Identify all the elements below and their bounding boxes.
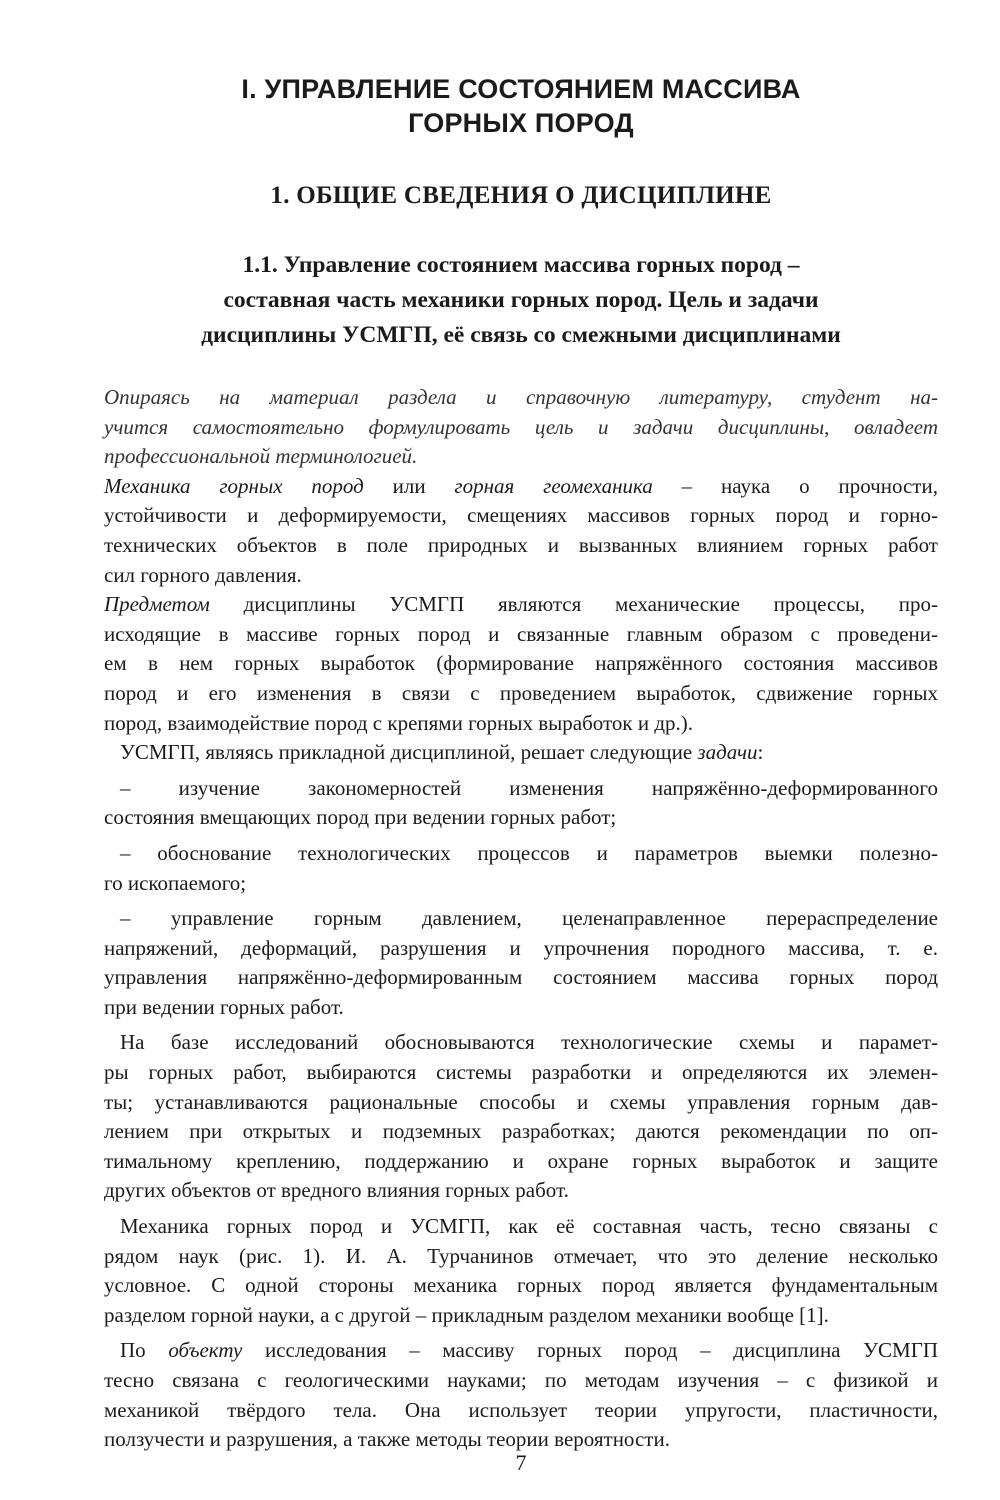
- paragraph-tasks-intro: [104, 738, 938, 768]
- text-rest: дисциплины УСМГП являются механические процессы, про-: [209, 592, 938, 617]
- paragraph-line: пород, взаимодействие пород с крепями горных выработок и др.).: [104, 710, 694, 735]
- list-item-2: [104, 839, 938, 898]
- paragraph-line: технических объектов в поле природных и вызванных влиянием горных работ: [104, 532, 938, 557]
- part-title-line-2: ГОРНЫХ ПОРОД: [408, 108, 634, 138]
- list-item-1: [104, 774, 938, 833]
- paragraph-line: [104, 472, 938, 502]
- paragraph-line: условное. С одной стороны механика горных пород является фундаментальным: [104, 1273, 938, 1298]
- intro-line-1: Опираясь на материал раздела и справочную литературу, студент на-: [104, 385, 938, 409]
- paragraph-line: механикой твёрдого тела. Она использует теории упругости, пластичности,: [104, 1397, 938, 1422]
- text-rest: исследования – массиву горных пород – дисциплина УСМГП: [242, 1338, 938, 1363]
- paragraph-line: [104, 590, 938, 620]
- text: УСМГП, являясь прикладной дисциплиной, решает следующие: [120, 740, 698, 765]
- paragraph-line: [104, 1336, 938, 1366]
- section-title-line-1: 1.1. Управление состоянием массива горных пород –: [242, 252, 800, 278]
- paragraph-line: разделом горной науки, а с другой – прикладным разделом механики вообще [1].: [104, 1302, 829, 1327]
- paragraph-line: ползучести и разрушения, а также методы теории вероятности.: [104, 1427, 670, 1452]
- section-title-line-3: дисциплины УСМГП, её связь со смежными дисциплинами: [201, 322, 841, 348]
- term-tasks: задачи: [697, 740, 758, 765]
- paragraph-line: ры горных работ, выбираются системы разработки и определяются их элемен-: [104, 1060, 938, 1085]
- paragraph-line: На базе исследований обосновываются технологические схемы и парамет-: [120, 1030, 938, 1055]
- list-line: напряжений, деформаций, разрушения и упрочнения породного массива, т. е.: [104, 935, 938, 960]
- paragraph-line: тесно связана с геологическими науками; по методам изучения – с физикой и: [104, 1368, 938, 1392]
- list-line: состояния вмещающих пород при ведении горных работ;: [104, 805, 617, 830]
- part-title-line-1: I. УПРАВЛЕНИЕ СОСТОЯНИЕМ МАССИВА: [241, 74, 801, 104]
- paragraph-object: [104, 1336, 938, 1454]
- paragraph-line: [104, 738, 938, 768]
- part-title: [104, 72, 938, 140]
- paragraph-line: лением при открытых и подземных разработках; даются рекомендации по оп-: [104, 1119, 938, 1144]
- paragraph-line: ем в нем горных выработок (формирование напряжённого состояния массивов: [104, 651, 938, 676]
- paragraph-definition: [104, 472, 938, 590]
- text-colon: :: [757, 740, 764, 765]
- document-page: [104, 72, 938, 1475]
- paragraph-line: пород и его изменения в связи с проведением выработок, сдвижение горных: [104, 680, 938, 705]
- section-title: [104, 248, 938, 353]
- section-title-line-2: составная часть механики горных пород. Цель и задачи: [223, 287, 819, 313]
- text-prefix: По: [120, 1338, 169, 1363]
- paragraph-line: других объектов от вредного влияния горных работ.: [104, 1178, 569, 1203]
- paragraph-research: [104, 1028, 938, 1206]
- page-number: 7: [515, 1450, 527, 1475]
- list-line: – изучение закономерностей изменения напряжённо-деформированного: [120, 775, 938, 800]
- paragraph-line: Механика горных пород и УСМГП, как её составная часть, тесно связаны с: [120, 1214, 938, 1239]
- paragraph-line: рядом наук (рис. 1). И. А. Турчанинов отмечает, что это деление несколько: [104, 1243, 938, 1268]
- intro-paragraph: [104, 383, 938, 472]
- paragraph-line: сил горного давления.: [104, 562, 302, 587]
- list-line: при ведении горных работ.: [104, 994, 344, 1019]
- list-line: го ископаемого;: [104, 870, 247, 895]
- term-geomechanics: горная геомеханика: [454, 473, 653, 498]
- list-line: управления напряжённо-деформированным состоянием массива горных пород: [104, 965, 938, 990]
- chapter-title: 1. ОБЩИЕ СВЕДЕНИЯ О ДИСЦИПЛИНЕ: [270, 182, 772, 209]
- term-subject: Предметом: [104, 592, 210, 617]
- paragraph-subject: [104, 590, 938, 738]
- list-item-3: [104, 904, 938, 1022]
- paragraph-related-sciences: [104, 1212, 938, 1330]
- text-or: или: [363, 473, 455, 498]
- intro-line-2: учится самостоятельно формулировать цель и задачи дисциплины, овладеет: [104, 414, 938, 439]
- list-line: – управление горным давлением, целенаправленное перераспределение: [120, 906, 938, 931]
- text-rest: – наука о прочности,: [652, 473, 938, 498]
- paragraph-line: ты; устанавливаются рациональные способы и схемы управления горным дав-: [104, 1089, 938, 1114]
- intro-line-3: профессиональной терминологией.: [104, 444, 418, 469]
- paragraph-line: исходящие в массиве горных пород и связанные главным образом с проведени-: [104, 621, 938, 646]
- paragraph-line: тимальному креплению, поддержанию и охране горных выработок и защите: [104, 1148, 938, 1173]
- term-object: объекту: [168, 1338, 243, 1363]
- list-line: – обоснование технологических процессов и параметров выемки полезно-: [120, 840, 938, 865]
- body-text: [104, 383, 938, 1455]
- term-mechanics: Механика горных пород: [104, 473, 364, 498]
- paragraph-line: устойчивости и деформируемости, смещениях массивов горных пород и горно-: [104, 503, 938, 528]
